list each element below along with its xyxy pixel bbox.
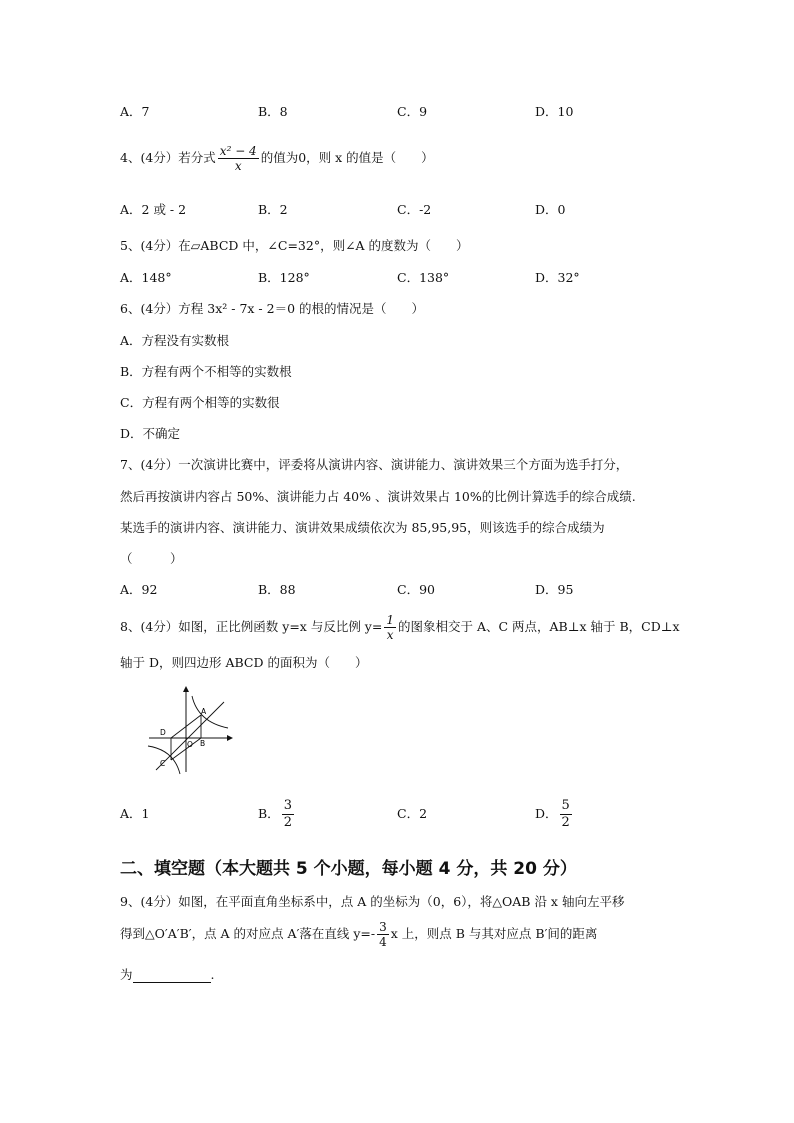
label-d: D xyxy=(160,728,166,737)
q5-option-c: C．138° xyxy=(397,270,450,285)
q8-prefix: 8、(4分）如图，正比例函数 y=x 与反比例 y= xyxy=(120,619,383,634)
label-b: B xyxy=(200,739,206,748)
question-4-stem xyxy=(120,138,434,178)
q3-option-d: D．10 xyxy=(535,104,574,119)
label-c: C xyxy=(160,759,166,768)
question-8-line-1 xyxy=(120,607,680,647)
q4-prefix: 4、(4分）若分式 xyxy=(120,150,216,165)
q8-option-c: C．2 xyxy=(397,806,428,821)
question-7-line-2: 然后再按演讲内容占 50%、演讲能力占 40% 、演讲效果占 10%的比例计算选手的综合成绩. xyxy=(120,489,636,504)
q4-fraction xyxy=(218,144,259,173)
q8-fraction-denominator: x xyxy=(386,627,394,642)
q8-graph-figure xyxy=(146,684,266,779)
q8-option-d-fraction xyxy=(560,798,572,831)
q7-option-d: D．95 xyxy=(535,582,574,597)
q8-fraction xyxy=(384,613,396,642)
q9-fraction-numerator: 3 xyxy=(379,919,387,934)
question-7-line-3: 某选手的演讲内容、演讲能力、演讲效果成绩依次为 85,95,95，则该选手的综合成绩为 xyxy=(120,520,605,535)
q4-fraction-denominator: x xyxy=(234,158,242,173)
question-6-stem: 6、(4分）方程 3x² - 7x - 2＝0 的根的情况是（ ） xyxy=(120,301,424,316)
q6-option-a: A．方程没有实数根 xyxy=(120,333,230,348)
question-7-line-1: 7、(4分）一次演讲比赛中，评委将从演讲内容、演讲能力、演讲效果三个方面为选手打分， xyxy=(120,457,629,472)
q4-option-b: B．2 xyxy=(258,202,288,217)
q6-option-b: B．方程有两个不相等的实数根 xyxy=(120,364,292,379)
q3-option-b: B．8 xyxy=(258,104,288,119)
q8-option-d-prefix: D． xyxy=(535,806,558,821)
q9-answer-blank[interactable] xyxy=(133,968,211,983)
q9-line-2-suffix: x 上，则点 B 与其对应点 B′间的距离 xyxy=(390,926,598,941)
q5-option-d: D．32° xyxy=(535,270,580,285)
q9-line-3-prefix: 为 xyxy=(120,967,133,982)
q4-fraction-numerator: x² − 4 xyxy=(219,143,257,158)
q8-option-b-fraction xyxy=(282,798,294,831)
label-o: O xyxy=(187,740,193,749)
q8-option-b-denominator: 2 xyxy=(283,814,292,830)
q6-option-c: C．方程有两个相等的实数很 xyxy=(120,395,280,410)
q5-option-b: B．128° xyxy=(258,270,310,285)
q4-option-d: D．0 xyxy=(535,202,566,217)
q9-line-3-suffix: . xyxy=(210,967,215,982)
q8-fraction-numerator: 1 xyxy=(386,612,394,627)
line-y-equals-x xyxy=(156,702,224,770)
q8-option-d xyxy=(535,793,574,835)
q6-option-d: D．不确定 xyxy=(120,426,181,441)
question-8-line-2: 轴于 D，则四边形 ABCD 的面积为（ ） xyxy=(120,655,368,670)
q9-line-2-prefix: 得到△O′A′B′，点 A 的对应点 A′落在直线 y=- xyxy=(120,926,376,941)
question-9-line-1: 9、(4分）如图，在平面直角坐标系中，点 A 的坐标为（0，6），将△OAB 沿 x 轴向左平移 xyxy=(120,894,625,909)
q9-fraction-denominator: 4 xyxy=(379,934,387,949)
q8-option-a: A．1 xyxy=(120,806,150,821)
q8-option-b-prefix: B． xyxy=(258,806,280,821)
q8-option-d-denominator: 2 xyxy=(561,814,570,830)
q7-option-c: C．90 xyxy=(397,582,435,597)
q4-option-c: C．-2 xyxy=(397,202,432,217)
q7-option-a: A．92 xyxy=(120,582,158,597)
q9-fraction xyxy=(377,920,389,949)
q8-option-d-numerator: 5 xyxy=(561,797,570,813)
question-5-stem: 5、(4分）在▱ABCD 中，∠C=32°，则∠A 的度数为（ ） xyxy=(120,238,469,253)
section-2-heading: 二、填空题（本大题共 5 个小题，每小题 4 分，共 20 分） xyxy=(120,859,577,879)
q5-option-a: A．148° xyxy=(120,270,172,285)
q7-option-b: B．88 xyxy=(258,582,296,597)
q8-option-b xyxy=(258,793,296,835)
q3-option-c: C．9 xyxy=(397,104,428,119)
q4-suffix: 的值为0，则 x 的值是（ ） xyxy=(260,150,434,165)
q3-option-a: A．7 xyxy=(120,104,150,119)
q8-option-b-numerator: 3 xyxy=(283,797,292,813)
q4-option-a: A．2 或 - 2 xyxy=(120,202,187,217)
question-7-line-4: （ ） xyxy=(120,551,183,566)
question-9-line-2 xyxy=(120,914,597,954)
label-a: A xyxy=(201,707,207,716)
question-9-line-3 xyxy=(120,967,215,983)
q8-suffix: 的图象相交于 A、C 两点，AB⊥x 轴于 B，CD⊥x xyxy=(397,619,680,634)
hyperbola-branch-1 xyxy=(192,696,228,728)
